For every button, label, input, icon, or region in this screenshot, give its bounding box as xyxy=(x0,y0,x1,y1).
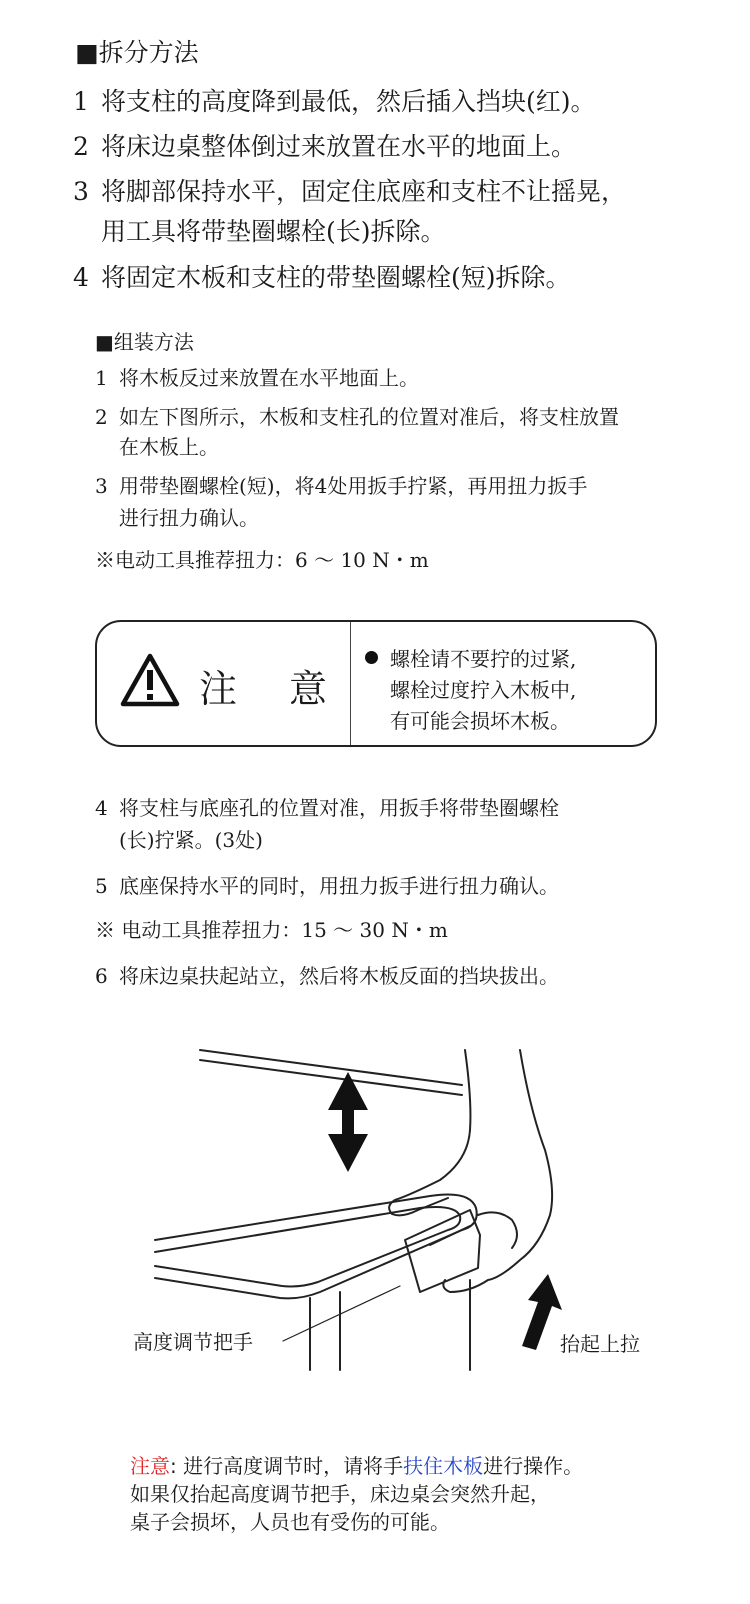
lift-up-arrow-icon xyxy=(522,1274,562,1350)
warning-triangle-icon xyxy=(119,652,181,708)
disassembly-step-2 xyxy=(73,130,576,164)
assembly-step-2-line-2: 在木板上。 xyxy=(119,435,219,459)
step-text: 如左下图所示，木板和支柱孔的位置对准后，将支柱放置 xyxy=(119,405,619,429)
note-part-2: 进行操作。 xyxy=(483,1454,584,1478)
step-number: 1 xyxy=(95,366,108,390)
step-text: 将支柱与底座孔的位置对准，用扳手将带垫圈螺栓 xyxy=(119,796,559,820)
disassembly-step-4 xyxy=(73,261,571,295)
caution-divider xyxy=(350,622,351,745)
note-highlight: 扶住木板 xyxy=(403,1454,484,1478)
step-number: 2 xyxy=(73,132,89,161)
up-down-arrow-icon xyxy=(328,1072,368,1172)
torque-note-2: ※ 电动工具推荐扭力：15 ～ 30 N・m xyxy=(95,918,448,942)
step-text: 将木板反过来放置在水平地面上。 xyxy=(119,366,419,390)
step-number: 1 xyxy=(73,87,89,116)
disassembly-step-1 xyxy=(73,85,596,119)
tabletop-edge-line xyxy=(200,1050,462,1085)
bottom-note-line-1 xyxy=(130,1452,583,1480)
bullet-icon xyxy=(365,651,378,664)
note-prefix: 注意 xyxy=(130,1454,170,1478)
step-number: 6 xyxy=(95,964,108,988)
caution-title-char-2: 意 xyxy=(289,667,328,711)
caution-text xyxy=(365,644,576,737)
assembly-step-4-line-2: (长)拧紧。(3处) xyxy=(119,828,263,852)
disassembly-step-3-line-2: 用工具将带垫圈螺栓(长)拆除。 xyxy=(101,217,446,246)
step-number: 3 xyxy=(95,474,108,498)
assembly-step-2 xyxy=(95,403,619,432)
step-number: 5 xyxy=(95,874,108,898)
disassembly-title: ■拆分方法 xyxy=(75,38,199,67)
caution-title xyxy=(199,658,327,713)
assembly-step-5 xyxy=(95,872,559,901)
assembly-step-4 xyxy=(95,794,559,823)
step-text: 将支柱的高度降到最低，然后插入挡块(红)。 xyxy=(101,87,596,116)
assembly-title: ■组装方法 xyxy=(95,330,194,354)
assembly-step-1 xyxy=(95,364,419,393)
caution-line-1: 螺栓请不要拧的过紧, xyxy=(365,644,576,675)
assembly-step-3 xyxy=(95,472,587,501)
caution-line-3: 有可能会损坏木板。 xyxy=(390,709,570,733)
caution-line-2: 螺栓过度拧入木板中, xyxy=(390,678,577,702)
handle-label: 高度调节把手 xyxy=(133,1330,253,1354)
step-text: 将脚部保持水平，固定住底座和支柱不让摇晃， xyxy=(101,177,627,206)
step-text: 将床边桌扶起站立，然后将木板反面的挡块拔出。 xyxy=(119,964,559,988)
caution-box xyxy=(95,620,657,747)
step-text: 底座保持水平的同时，用扭力扳手进行扭力确认。 xyxy=(119,874,559,898)
caution-title-char-1: 注 xyxy=(199,667,238,711)
assembly-step-3-line-2: 进行扭力确认。 xyxy=(119,506,259,530)
bottom-note-line-2: 如果仅抬起高度调节把手，床边桌会突然升起， xyxy=(130,1482,550,1506)
step-number: 2 xyxy=(95,405,108,429)
torque-note-1: ※电动工具推荐扭力：6 ～ 10 N・m xyxy=(95,548,429,572)
step-number: 3 xyxy=(73,177,89,206)
assembly-step-6 xyxy=(95,962,559,991)
step-text: 将床边桌整体倒过来放置在水平的地面上。 xyxy=(101,132,577,161)
note-part-1: : 进行高度调节时，请将手 xyxy=(170,1454,404,1478)
disassembly-step-3 xyxy=(73,175,626,209)
step-text: 将固定木板和支柱的带垫圈螺栓(短)拆除。 xyxy=(101,263,571,292)
bottom-note-line-3: 桌子会损坏，人员也有受伤的可能。 xyxy=(130,1510,450,1534)
step-number: 4 xyxy=(95,796,108,820)
step-number: 4 xyxy=(73,263,89,292)
lift-label: 抬起上拉 xyxy=(560,1332,640,1356)
step-text: 用带垫圈螺栓(短)，将4处用扳手拧紧，再用扭力扳手 xyxy=(119,474,588,498)
